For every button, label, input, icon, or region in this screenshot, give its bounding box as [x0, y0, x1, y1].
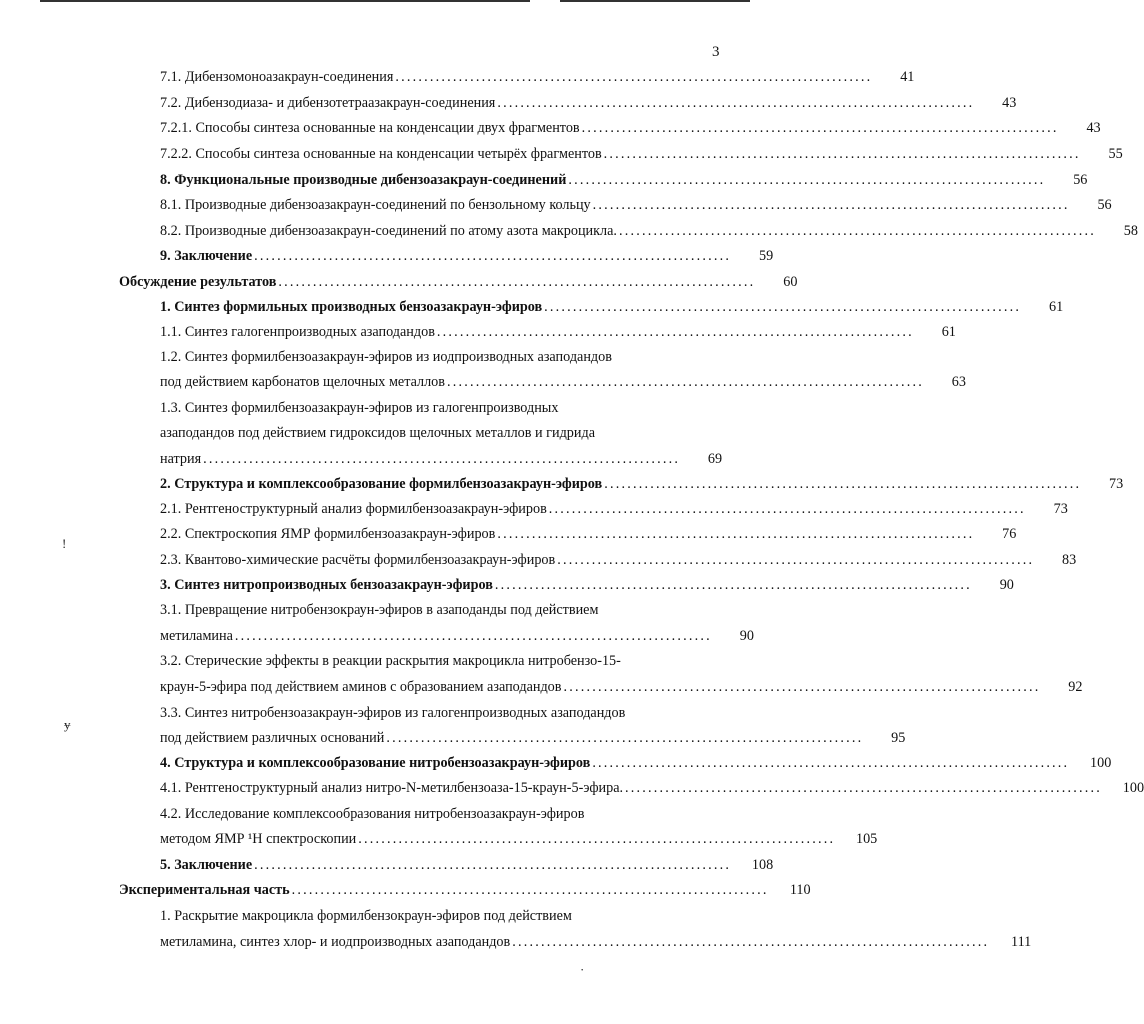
toc-entry — [160, 855, 774, 875]
toc-entry — [160, 778, 1144, 798]
toc-entry — [160, 651, 698, 671]
toc-entry — [160, 906, 698, 926]
toc-entry — [160, 195, 1112, 215]
toc-entry-title: 8. Функциональные производные дибензоазакраун-соединений — [160, 172, 567, 188]
toc-entry-title: методом ЯМР ¹Н спектроскопии — [160, 831, 357, 847]
toc-leader-dots: ................................................................................... — [618, 223, 1096, 239]
toc-entry-title: 7.2.1. Способы синтеза основанные на конденсации двух фрагментов — [160, 120, 580, 136]
page-number: 3 — [712, 44, 720, 60]
toc-entry — [160, 499, 1068, 519]
toc-entry-title: 8.1. Производные дибензоазакраун-соединений по бензольному кольцу — [160, 197, 591, 213]
toc-entry-page: 60 — [783, 274, 798, 290]
toc-entry-title: 2.1. Рентгеноструктурный анализ формилбензоазакраун-эфиров — [160, 501, 547, 517]
toc-entry-page: 55 — [1108, 146, 1123, 162]
toc-entry-title: 4.1. Рентгеноструктурный анализ нитро-N-метилбензоаза-15-краун-5-эфира. — [160, 780, 624, 796]
toc-entry-title: 4. Структура и комплексообразование нитробензоазакраун-эфиров — [160, 755, 591, 771]
toc-leader-dots: ................................................................................... — [203, 451, 681, 467]
toc-entry — [160, 753, 1112, 773]
toc-leader-dots: ................................................................................... — [592, 755, 1070, 771]
toc-leader-dots: ................................................................................... — [278, 274, 756, 290]
toc-leader-dots: ................................................................................... — [568, 172, 1046, 188]
toc-entry-page: 100 — [1090, 755, 1112, 771]
toc-leader-dots: ................................................................................... — [386, 730, 864, 746]
toc-entry-page: 111 — [1011, 934, 1032, 950]
toc-entry — [160, 322, 956, 342]
toc-entry-title: 3.2. Стерические эффекты в реакции раскрытия макроцикла нитробензо-15- — [160, 653, 621, 669]
toc-entry-page: 108 — [751, 857, 774, 873]
toc-entry — [160, 804, 698, 824]
toc-entry — [160, 829, 878, 849]
toc-entry-title: Экспериментальная часть — [119, 882, 290, 898]
toc-entry — [160, 144, 1123, 164]
toc-entry — [160, 449, 723, 469]
toc-entry-title: 8.2. Производные дибензоазакраун-соединений по атому азота макроцикла. — [160, 223, 617, 239]
toc-entry — [160, 221, 1138, 241]
toc-entry — [160, 170, 1088, 190]
toc-entry-title: 2.2. Спектроскопия ЯМР формилбензоазакраун-эфиров — [160, 526, 496, 542]
toc-entry-page: 73 — [1109, 476, 1124, 492]
toc-entry-page: 56 — [1097, 197, 1112, 213]
toc-entry-page: 90 — [999, 577, 1014, 593]
toc-entry-page: 95 — [891, 730, 906, 746]
toc-entry-page: 63 — [951, 374, 966, 390]
toc-leader-dots: ................................................................................... — [581, 120, 1059, 136]
toc-entry — [160, 932, 1032, 952]
toc-leader-dots: ................................................................................... — [604, 476, 1082, 492]
toc-entry-title: азаподандов под действием гидроксидов щелочных металлов и гидрида — [160, 425, 595, 441]
toc-entry-title: 2. Структура и комплексообразование формилбензоазакраун-эфиров — [160, 476, 603, 492]
toc-entry-page: 92 — [1068, 679, 1083, 695]
toc-entry — [160, 347, 698, 367]
toc-leader-dots: ................................................................................... — [254, 857, 732, 873]
toc-leader-dots: ................................................................................... — [592, 197, 1070, 213]
toc-entry-title: 7.2. Дибензодиаза- и дибензотетраазакраун-соединения — [160, 95, 496, 111]
scan-mark: ! — [62, 536, 67, 551]
toc-entry-title: 4.2. Исследование комплексообразования нитробензоазакраун-эфиров — [160, 806, 585, 822]
toc-entry-page: 43 — [1086, 120, 1101, 136]
toc-entry-page: 58 — [1123, 223, 1138, 239]
toc-entry-title: 1.2. Синтез формилбензоазакраун-эфиров из иодпроизводных азаподандов — [160, 349, 612, 365]
toc-entry — [160, 703, 698, 723]
toc-leader-dots: ................................................................................... — [544, 299, 1022, 315]
toc-entry-page: 56 — [1073, 172, 1088, 188]
toc-entry — [160, 575, 1014, 595]
toc-entry — [160, 677, 1083, 697]
toc-entry-title: под действием различных оснований — [160, 730, 385, 746]
toc-entry-title: 3. Синтез нитропроизводных бензоазакраун-эфиров — [160, 577, 493, 593]
toc-leader-dots: ................................................................................... — [497, 95, 975, 111]
toc-entry-title: 3.3. Синтез нитробензоазакраун-эфиров из галогенпроизводных азаподандов — [160, 705, 626, 721]
toc-entry — [160, 372, 966, 392]
toc-entry — [119, 880, 811, 900]
toc-leader-dots: ................................................................................... — [358, 831, 836, 847]
toc-entry-title: краун-5-эфира под действием аминов с образованием азаподандов — [160, 679, 562, 695]
toc-entry — [160, 550, 1077, 570]
toc-leader-dots: ................................................................................... — [254, 248, 732, 264]
toc-entry-page: 83 — [1062, 552, 1077, 568]
toc-leader-dots: ................................................................................... — [548, 501, 1026, 517]
toc-entry-page: 41 — [900, 69, 915, 85]
toc-entry-title: 1. Синтез формильных производных бензоазакраун-эфиров — [160, 299, 543, 315]
toc-entry-page: 110 — [789, 882, 811, 898]
toc-leader-dots: ................................................................................... — [446, 374, 924, 390]
toc-entry — [160, 67, 915, 87]
toc-entry-title: метиламина — [160, 628, 233, 644]
toc-entry-page: 90 — [739, 628, 754, 644]
toc-leader-dots: ................................................................................... — [436, 324, 914, 340]
toc-entry-title: 1. Раскрытие макроцикла формилбензокраун-эфиров под действием — [160, 908, 572, 924]
toc-leader-dots: ................................................................................... — [625, 780, 1103, 796]
toc-entry — [160, 93, 1017, 113]
toc-entry-title: 1.3. Синтез формилбензоазакраун-эфиров из галогенпроизводных — [160, 400, 559, 416]
toc-entry-page: 100 — [1122, 780, 1144, 796]
toc-leader-dots: ................................................................................... — [291, 882, 769, 898]
toc-entry — [160, 524, 1017, 544]
toc-leader-dots: ................................................................................... — [494, 577, 972, 593]
toc-entry-page: 73 — [1053, 501, 1068, 517]
toc-entry — [160, 600, 698, 620]
toc-entry-page: 105 — [855, 831, 878, 847]
toc-leader-dots: ................................................................................... — [234, 628, 712, 644]
toc-entry-page: 69 — [707, 451, 723, 467]
toc-entry — [160, 626, 754, 646]
toc-leader-dots: ................................................................................... — [603, 146, 1081, 162]
scan-mark: ɏ — [64, 717, 71, 732]
toc-entry-page: 61 — [1048, 299, 1064, 315]
toc-entry-title: под действием карбонатов щелочных металлов — [160, 374, 445, 390]
toc-entry — [160, 474, 1124, 494]
scan-mark: · — [580, 962, 585, 977]
toc-entry-title: Обсуждение результатов — [119, 274, 277, 290]
toc-leader-dots: ................................................................................... — [395, 69, 873, 85]
toc-entry — [119, 272, 798, 292]
toc-entry-page: 59 — [758, 248, 774, 264]
toc-entry-title: 1.1. Синтез галогенпроизводных азаподандов — [160, 324, 435, 340]
toc-entry-title: 3.1. Превращение нитробензокраун-эфиров в азаподанды под действием — [160, 602, 599, 618]
toc-entry-title: 7.1. Дибензомоноазакраун-соединения — [160, 69, 394, 85]
toc-entry — [160, 297, 1064, 317]
toc-entry-title: 9. Заключение — [160, 248, 253, 264]
toc-entry-title: 5. Заключение — [160, 857, 253, 873]
toc-entry-page: 76 — [1002, 526, 1017, 542]
toc-entry-title: 2.3. Квантово-химические расчёты формилбензоазакраун-эфиров — [160, 552, 556, 568]
toc-leader-dots: ................................................................................... — [512, 934, 990, 950]
toc-entry-page: 61 — [941, 324, 956, 340]
toc-entry — [160, 728, 906, 748]
toc-leader-dots: ................................................................................... — [497, 526, 975, 542]
toc-entry — [160, 423, 698, 443]
toc-entry-page: 43 — [1002, 95, 1017, 111]
toc-entry — [160, 246, 774, 266]
toc-entry — [160, 118, 1101, 138]
toc-entry-title: натрия — [160, 451, 202, 467]
toc-leader-dots: ................................................................................... — [563, 679, 1041, 695]
toc-leader-dots: ................................................................................... — [557, 552, 1035, 568]
toc-entry — [160, 398, 698, 418]
toc-entry-title: 7.2.2. Способы синтеза основанные на конденсации четырёх фрагментов — [160, 146, 602, 162]
toc-entry-title: метиламина, синтез хлор- и иодпроизводных азаподандов — [160, 934, 511, 950]
